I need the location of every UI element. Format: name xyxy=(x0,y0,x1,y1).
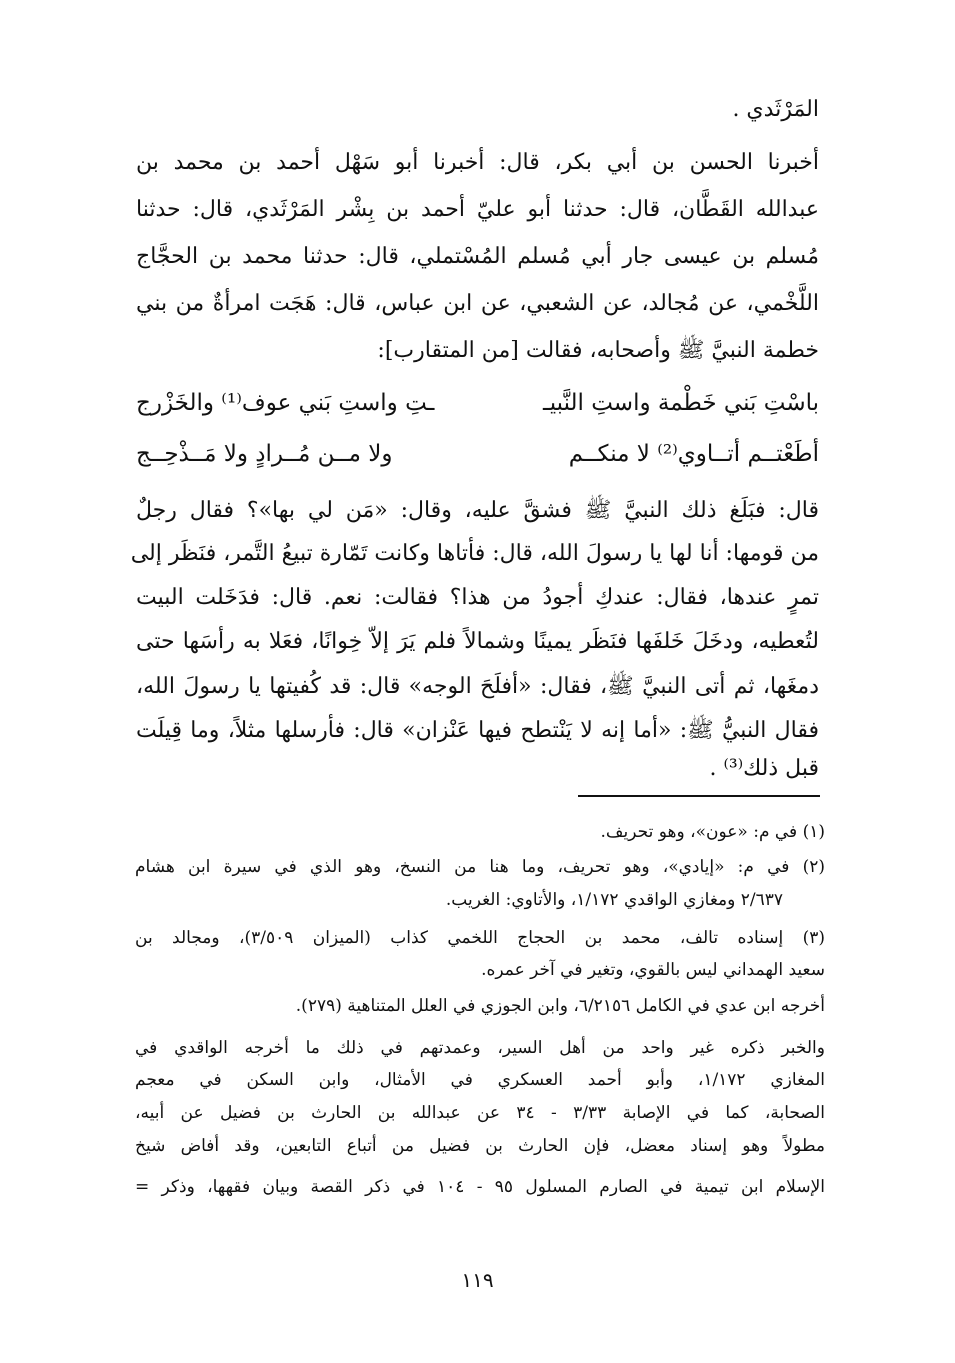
footnote-3-line-5: المغازي ١/١٧٢، وأبو أحمد العسكري في الأمثال، وابن السكن في معجم xyxy=(135,1070,826,1090)
poem-verse-2 xyxy=(136,441,819,467)
poem-verse-2-second-hemistich: ولا مــن مُــرادٍ ولا مَــذْحِــج xyxy=(136,441,393,467)
footnote-separator xyxy=(578,795,820,797)
isnad-line-4: اللَّخْمي، عن مُجالد، عن الشعبي، عن ابن عباس، قال: هَجَت امرأةٌ من بني xyxy=(136,291,819,316)
footnote-3-line-7: مطولاً وهو إسناد معضل، فإن الحارث بن فضيل من أتباع التابعين، وقد أفاض شيخ xyxy=(135,1136,825,1156)
page-number: ١١٩ xyxy=(461,1268,494,1292)
footnote-3-line-2: سعيد الهمداني ليس بالقوي، وتغير في آخر عمره. xyxy=(481,960,825,980)
story-line-2: من قومها: أنا لها يا رسولَ الله، قال: فأتاها وكانت تَمّارة تبيعُ التَّمر، فنَظَر إلى xyxy=(130,541,819,566)
poem-verse-1-first-hemistich: باسْتِ بَني خَطْمة واستِ النَّبيـ xyxy=(542,390,819,416)
footnote-2-line-2: ٢/٦٣٧ ومغازي الواقدي ١/١٧٢، والأتاوي: الغريب. xyxy=(445,890,783,910)
isnad-line-2: عبدالله القَطَّان، قال: حدثنا أبو عليّ أحمد بن بِشْر المَرْثَدي، قال: حدثنا xyxy=(136,197,819,222)
footnote-3-line-4: والخبر ذكره غير واحد من أهل السير، وعمدتهم في ذلك ما أخرجه الواقدي في xyxy=(135,1038,825,1058)
continuation-line: المَرْثَدي . xyxy=(732,97,819,122)
story-line-5: دمغَها، ثم أتى النبيَّ ﷺ، فقال: «أفلَحَ الوجه» قال: قد كُفيتها يا رسولَ الله، xyxy=(136,674,819,699)
isnad-line-5: خطمة النبيَّ ﷺ وأصحابه، فقالت [من المتقارب]: xyxy=(377,338,819,363)
story-line-7: قبل ذلك⁽³⁾ . xyxy=(709,756,819,781)
isnad-line-1: أخبرنا الحسن بن أبي بكر، قال: أخبرنا أبو سَهْل أحمد بن محمد بن xyxy=(136,150,819,175)
footnote-2-line-1: (٢) في م: «إيادي»، وهو تحريف، وما هنا من النسخ، وهو الذي في سيرة ابن هشام xyxy=(135,857,825,877)
isnad-line-3: مُسلم بن عيسى جار أبي مُسلم المُسْتملي، قال: حدثنا محمد بن الحجَّاج xyxy=(136,244,819,269)
footnote-3-line-8: الإسلام ابن تيمية في الصارم المسلول ٩٥ - ١٠٤ في ذكر القصة وبيان فقهها، وذكر = xyxy=(135,1177,825,1197)
footnote-1: (١) في م: «عون»، وهو تحريف. xyxy=(600,822,825,842)
poem-verse-1-second-hemistich: ـتِ واستِ بَني عوف⁽¹⁾ والخَزْرج xyxy=(136,390,435,416)
footnote-3-line-6: الصحابة، كما في الإصابة ٣/٣٣ - ٣٤ عن عبدالله بن الحارث بن فضيل عن أبيه، xyxy=(135,1103,825,1123)
story-line-3: تمرٍ عندها، فقال: عندكِ أجودُ من هذا؟ فقالت: نعم. قال: فدَخَلت البيت xyxy=(136,585,819,610)
story-line-6: فقال النبيُّ ﷺ: «أما إنه لا يَنْتطح فيها عَنْزان» قال: فأرسلها مثلاً، وما قِيلَت xyxy=(136,718,819,743)
footnote-3-line-1: (٣) إسناده تالف، محمد بن الحجاج اللخمي كذاب (الميزان ٣/٥٠٩)، ومجالد بن xyxy=(135,928,826,948)
story-line-4: لتُعطيه، ودخَلَ خَلفَها فنَظَر يمينًا وشمالاً فلم يَرَ إلاّ خِوانًا، فعَلا به رأسَها حتى xyxy=(136,629,819,654)
poem-verse-1 xyxy=(136,390,819,416)
story-line-1: قال: فبَلَغ ذلك النبيَّ ﷺ فشقَّ عليه، وقال: «مَن لي بها»؟ فقال رجلٌ xyxy=(136,498,819,523)
poem-verse-2-first-hemistich: أطَعْتــم أتــاوي⁽²⁾ لا منكــم xyxy=(568,441,819,467)
footnote-3-line-3: أخرجه ابن عدي في الكامل ٦/٢١٥٦، وابن الجوزي في العلل المتناهية (٢٧٩). xyxy=(295,996,825,1016)
